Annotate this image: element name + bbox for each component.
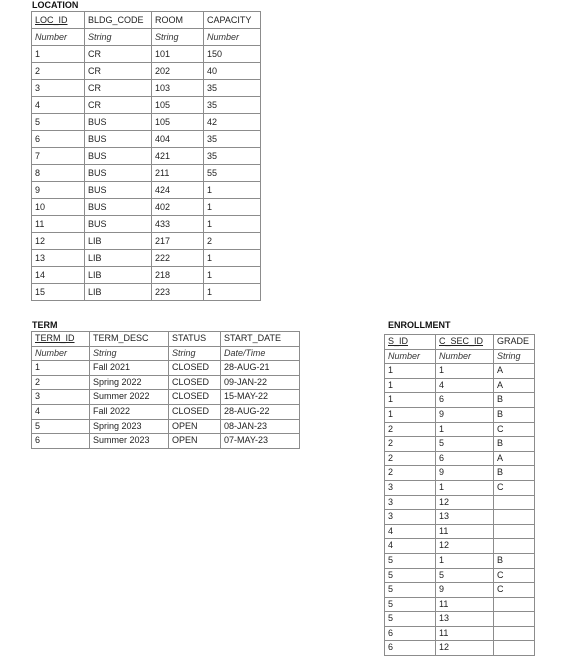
location-cell: 15 xyxy=(32,284,85,301)
location-cell: BUS xyxy=(85,216,152,233)
enrollment-cell xyxy=(494,539,535,554)
enrollment-cell: 1 xyxy=(436,422,494,437)
enrollment-cell: 12 xyxy=(436,495,494,510)
location-type-row xyxy=(32,29,261,46)
enrollment-cell: 6 xyxy=(436,393,494,408)
enrollment-header-cell: S_ID xyxy=(385,335,436,350)
location-cell: 12 xyxy=(32,233,85,250)
location-cell: LIB xyxy=(85,284,152,301)
enrollment-title: ENROLLMENT xyxy=(388,320,451,330)
enrollment-row xyxy=(385,407,535,422)
term-header-row xyxy=(32,332,300,347)
term-cell: 4 xyxy=(32,404,90,419)
location-row xyxy=(32,216,261,233)
enrollment-cell: C xyxy=(494,568,535,583)
location-cell: 8 xyxy=(32,165,85,182)
location-cell: 2 xyxy=(204,233,261,250)
enrollment-cell: 6 xyxy=(436,451,494,466)
location-cell: 211 xyxy=(152,165,204,182)
location-cell: 14 xyxy=(32,267,85,284)
term-cell: CLOSED xyxy=(169,375,221,390)
enrollment-cell xyxy=(494,641,535,656)
enrollment-row xyxy=(385,641,535,656)
enrollment-cell: 1 xyxy=(436,364,494,379)
location-cell: LIB xyxy=(85,250,152,267)
enrollment-row xyxy=(385,510,535,525)
location-row xyxy=(32,250,261,267)
enrollment-cell: 2 xyxy=(385,451,436,466)
location-row xyxy=(32,97,261,114)
enrollment-cell: 1 xyxy=(436,480,494,495)
enrollment-cell: 11 xyxy=(436,626,494,641)
enrollment-row xyxy=(385,466,535,481)
term-cell: Spring 2023 xyxy=(90,419,169,434)
enrollment-cell: 5 xyxy=(385,583,436,598)
location-row xyxy=(32,267,261,284)
enrollment-type-cell: Number xyxy=(385,349,436,364)
location-cell: BUS xyxy=(85,114,152,131)
location-cell: 105 xyxy=(152,114,204,131)
location-cell: 42 xyxy=(204,114,261,131)
location-row xyxy=(32,165,261,182)
enrollment-row xyxy=(385,612,535,627)
location-cell: 3 xyxy=(32,80,85,97)
location-cell: 5 xyxy=(32,114,85,131)
location-cell: 7 xyxy=(32,148,85,165)
enrollment-cell: A xyxy=(494,364,535,379)
location-row xyxy=(32,131,261,148)
location-type-cell: Number xyxy=(32,29,85,46)
enrollment-cell: C xyxy=(494,422,535,437)
location-cell: LIB xyxy=(85,233,152,250)
enrollment-cell xyxy=(494,495,535,510)
enrollment-cell: 1 xyxy=(385,393,436,408)
location-cell: 10 xyxy=(32,199,85,216)
enrollment-cell: 9 xyxy=(436,407,494,422)
location-cell: 402 xyxy=(152,199,204,216)
enrollment-row xyxy=(385,495,535,510)
location-cell: 222 xyxy=(152,250,204,267)
enrollment-row xyxy=(385,378,535,393)
enrollment-row xyxy=(385,539,535,554)
enrollment-cell: 9 xyxy=(436,466,494,481)
enrollment-type-cell: String xyxy=(494,349,535,364)
location-type-cell: Number xyxy=(204,29,261,46)
term-cell: 1 xyxy=(32,361,90,376)
location-cell: BUS xyxy=(85,131,152,148)
term-header-cell: STATUS xyxy=(169,332,221,347)
location-cell: BUS xyxy=(85,165,152,182)
enrollment-cell: 11 xyxy=(436,524,494,539)
term-type-cell: String xyxy=(169,346,221,361)
enrollment-cell: C xyxy=(494,480,535,495)
enrollment-cell: 5 xyxy=(436,568,494,583)
enrollment-cell: 1 xyxy=(436,553,494,568)
enrollment-cell: 11 xyxy=(436,597,494,612)
location-header-row xyxy=(32,12,261,29)
location-cell: 150 xyxy=(204,46,261,63)
enrollment-cell: 5 xyxy=(385,568,436,583)
enrollment-row xyxy=(385,597,535,612)
location-cell: 1 xyxy=(204,182,261,199)
location-cell: 40 xyxy=(204,63,261,80)
term-cell: 2 xyxy=(32,375,90,390)
location-cell: 424 xyxy=(152,182,204,199)
location-cell: CR xyxy=(85,46,152,63)
location-cell: 223 xyxy=(152,284,204,301)
location-cell: BUS xyxy=(85,199,152,216)
enrollment-type-row xyxy=(385,349,535,364)
enrollment-cell xyxy=(494,524,535,539)
location-cell: 1 xyxy=(204,284,261,301)
enrollment-cell: 5 xyxy=(385,597,436,612)
location-cell: 35 xyxy=(204,131,261,148)
term-cell: 08-JAN-23 xyxy=(221,419,300,434)
term-cell: Summer 2022 xyxy=(90,390,169,405)
enrollment-cell: 1 xyxy=(385,378,436,393)
enrollment-cell xyxy=(494,597,535,612)
term-cell: 5 xyxy=(32,419,90,434)
enrollment-cell: 9 xyxy=(436,583,494,598)
location-cell: 421 xyxy=(152,148,204,165)
term-title: TERM xyxy=(32,320,58,330)
location-row xyxy=(32,63,261,80)
term-table xyxy=(31,331,300,449)
location-cell: 202 xyxy=(152,63,204,80)
term-cell: 07-MAY-23 xyxy=(221,434,300,449)
location-row xyxy=(32,114,261,131)
location-cell: CR xyxy=(85,97,152,114)
term-cell: OPEN xyxy=(169,434,221,449)
location-cell: 1 xyxy=(204,250,261,267)
location-cell: 1 xyxy=(204,267,261,284)
enrollment-cell: 2 xyxy=(385,422,436,437)
term-header-cell: START_DATE xyxy=(221,332,300,347)
enrollment-row xyxy=(385,422,535,437)
enrollment-cell: 5 xyxy=(385,553,436,568)
enrollment-cell: B xyxy=(494,466,535,481)
enrollment-cell: B xyxy=(494,437,535,452)
enrollment-cell: 3 xyxy=(385,495,436,510)
term-cell: 09-JAN-22 xyxy=(221,375,300,390)
location-cell: 4 xyxy=(32,97,85,114)
location-cell: 35 xyxy=(204,80,261,97)
enrollment-cell: B xyxy=(494,393,535,408)
enrollment-cell: 13 xyxy=(436,612,494,627)
term-cell: Fall 2021 xyxy=(90,361,169,376)
location-header-cell: LOC_ID xyxy=(32,12,85,29)
location-cell: 101 xyxy=(152,46,204,63)
enrollment-table xyxy=(384,334,535,656)
term-cell: OPEN xyxy=(169,419,221,434)
enrollment-cell: A xyxy=(494,451,535,466)
enrollment-row xyxy=(385,437,535,452)
location-cell: BUS xyxy=(85,182,152,199)
term-cell: CLOSED xyxy=(169,390,221,405)
location-cell: 11 xyxy=(32,216,85,233)
enrollment-cell: 3 xyxy=(385,510,436,525)
term-type-cell: Date/Time xyxy=(221,346,300,361)
enrollment-cell: 2 xyxy=(385,466,436,481)
location-cell: 1 xyxy=(204,216,261,233)
enrollment-cell xyxy=(494,626,535,641)
enrollment-row xyxy=(385,393,535,408)
location-cell: 217 xyxy=(152,233,204,250)
term-header-cell: TERM_ID xyxy=(32,332,90,347)
location-cell: 404 xyxy=(152,131,204,148)
location-row xyxy=(32,148,261,165)
term-type-row xyxy=(32,346,300,361)
enrollment-cell: 4 xyxy=(385,524,436,539)
location-cell: 13 xyxy=(32,250,85,267)
enrollment-row xyxy=(385,553,535,568)
enrollment-cell: 4 xyxy=(436,378,494,393)
enrollment-cell xyxy=(494,612,535,627)
location-cell: 2 xyxy=(32,63,85,80)
enrollment-cell: 6 xyxy=(385,641,436,656)
location-cell: 105 xyxy=(152,97,204,114)
term-cell: 28-AUG-21 xyxy=(221,361,300,376)
location-cell: 35 xyxy=(204,97,261,114)
location-cell: 103 xyxy=(152,80,204,97)
enrollment-row xyxy=(385,451,535,466)
term-cell: 28-AUG-22 xyxy=(221,404,300,419)
term-row xyxy=(32,390,300,405)
location-type-cell: String xyxy=(152,29,204,46)
term-row xyxy=(32,404,300,419)
enrollment-cell: 13 xyxy=(436,510,494,525)
term-cell: Spring 2022 xyxy=(90,375,169,390)
location-header-cell: ROOM xyxy=(152,12,204,29)
location-title: LOCATION xyxy=(32,0,79,10)
enrollment-cell: 12 xyxy=(436,539,494,554)
enrollment-cell: A xyxy=(494,378,535,393)
enrollment-cell: 12 xyxy=(436,641,494,656)
location-row xyxy=(32,80,261,97)
enrollment-header-cell: C_SEC_ID xyxy=(436,335,494,350)
enrollment-row xyxy=(385,583,535,598)
enrollment-cell: 5 xyxy=(436,437,494,452)
location-type-cell: String xyxy=(85,29,152,46)
location-table xyxy=(31,11,261,301)
term-cell: Summer 2023 xyxy=(90,434,169,449)
term-cell: CLOSED xyxy=(169,404,221,419)
enrollment-cell: 3 xyxy=(385,480,436,495)
location-header-cell: CAPACITY xyxy=(204,12,261,29)
term-cell: 3 xyxy=(32,390,90,405)
term-row xyxy=(32,434,300,449)
enrollment-header-row xyxy=(385,335,535,350)
term-cell: CLOSED xyxy=(169,361,221,376)
term-type-cell: Number xyxy=(32,346,90,361)
location-row xyxy=(32,46,261,63)
term-row xyxy=(32,361,300,376)
enrollment-header-cell: GRADE xyxy=(494,335,535,350)
location-row xyxy=(32,233,261,250)
enrollment-cell: 6 xyxy=(385,626,436,641)
enrollment-row xyxy=(385,480,535,495)
term-cell: 6 xyxy=(32,434,90,449)
location-row xyxy=(32,199,261,216)
location-cell: BUS xyxy=(85,148,152,165)
term-row xyxy=(32,375,300,390)
enrollment-type-cell: Number xyxy=(436,349,494,364)
location-cell: 9 xyxy=(32,182,85,199)
enrollment-cell: 4 xyxy=(385,539,436,554)
location-cell: 218 xyxy=(152,267,204,284)
enrollment-cell: 2 xyxy=(385,437,436,452)
enrollment-cell: B xyxy=(494,407,535,422)
term-cell: 15-MAY-22 xyxy=(221,390,300,405)
term-row xyxy=(32,419,300,434)
enrollment-cell: 1 xyxy=(385,364,436,379)
enrollment-cell: 5 xyxy=(385,612,436,627)
location-cell: LIB xyxy=(85,267,152,284)
enrollment-cell: C xyxy=(494,583,535,598)
location-cell: 35 xyxy=(204,148,261,165)
location-row xyxy=(32,182,261,199)
enrollment-cell: 1 xyxy=(385,407,436,422)
term-cell: Fall 2022 xyxy=(90,404,169,419)
term-header-cell: TERM_DESC xyxy=(90,332,169,347)
enrollment-row xyxy=(385,568,535,583)
location-cell: 433 xyxy=(152,216,204,233)
location-cell: 6 xyxy=(32,131,85,148)
location-cell: CR xyxy=(85,80,152,97)
location-cell: 1 xyxy=(204,199,261,216)
enrollment-row xyxy=(385,524,535,539)
location-cell: 55 xyxy=(204,165,261,182)
enrollment-cell xyxy=(494,510,535,525)
location-cell: 1 xyxy=(32,46,85,63)
location-cell: CR xyxy=(85,63,152,80)
enrollment-cell: B xyxy=(494,553,535,568)
enrollment-row xyxy=(385,364,535,379)
location-header-cell: BLDG_CODE xyxy=(85,12,152,29)
location-row xyxy=(32,284,261,301)
enrollment-row xyxy=(385,626,535,641)
term-type-cell: String xyxy=(90,346,169,361)
